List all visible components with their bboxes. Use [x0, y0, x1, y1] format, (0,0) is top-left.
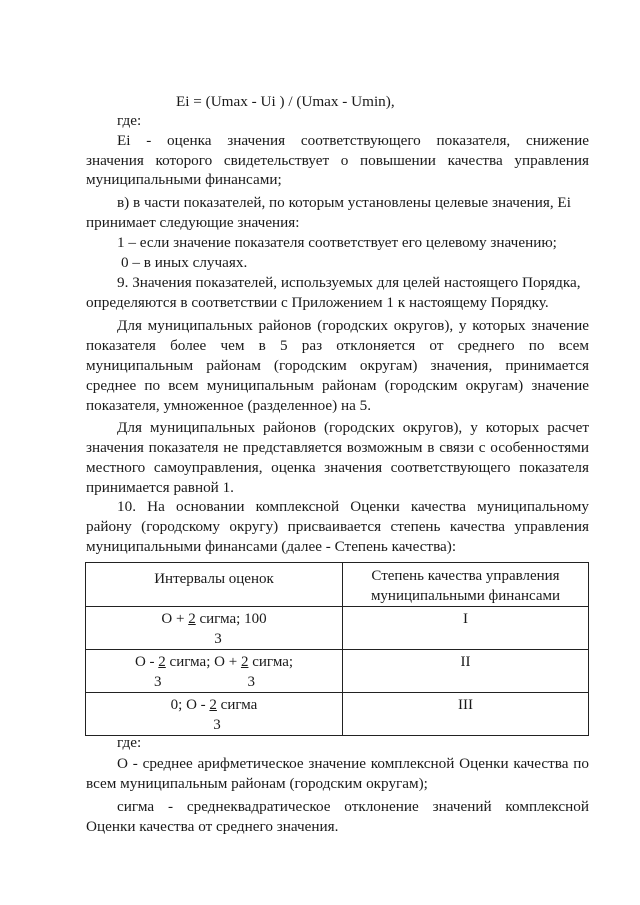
paragraph-10-line2: району (городскому округу) присваивается степень качества управления: [86, 518, 589, 535]
interval-cell: О - 2 сигма; О + 2 сигма; 3 3: [86, 650, 343, 693]
paragraph-districts-line4: среднее по всем муниципальным районам (городским округам) значение: [86, 377, 589, 394]
paragraph-calc-line1: Для муниципальных районов (городских округов), у которых расчет: [117, 419, 589, 436]
paragraph-districts-line1: Для муниципальных районов (городских округов), у которых значение: [117, 317, 589, 334]
paragraph-o-line2: всем муниципальным районам (городским округам);: [86, 775, 428, 792]
paragraph-10-line1: 10. На основании комплексной Оценки качества муниципальному: [117, 498, 589, 515]
paragraph-calc-line4: принимается равной 1.: [86, 479, 234, 496]
table-row: [86, 607, 589, 650]
grade-cell: III: [343, 693, 589, 736]
paragraph-ei-line2: значения которого свидетельствует о повышении качества управления: [86, 152, 589, 169]
grade-cell: II: [343, 650, 589, 693]
paragraph-ei-line3: муниципальными финансами;: [86, 171, 282, 188]
paragraph-o-line1: О - среднее арифметическое значение комплексной Оценки качества по: [117, 755, 589, 772]
formula: Ei = (Umax - Ui ) / (Umax - Umin),: [176, 93, 395, 110]
paragraph-9-line1: 9. Значения показателей, используемых для целей настоящего Порядка,: [117, 274, 581, 291]
header-intervals: Интервалы оценок: [86, 563, 343, 607]
interval-cell: О + 2 сигма; 100 3: [86, 607, 343, 650]
where-label-top: где:: [117, 112, 142, 129]
paragraph-9-line2: определяются в соответствии с Приложением 1 к настоящему Порядку.: [86, 294, 549, 311]
quality-grade-table: [85, 562, 589, 736]
paragraph-v-line1: в) в части показателей, по которым установлены целевые значения, Ei: [117, 194, 571, 211]
paragraph-ei-line1: Ei - оценка значения соответствующего показателя, снижение: [117, 132, 589, 149]
where-label-bottom: где:: [117, 734, 142, 751]
grade-cell: I: [343, 607, 589, 650]
paragraph-one: 1 – если значение показателя соответствует его целевому значению;: [117, 234, 557, 251]
header-grade: Степень качества управления муниципальными финансами: [343, 563, 589, 607]
interval-cell: 0; О - 2 сигма 3: [86, 693, 343, 736]
paragraph-calc-line2: значения показателя не представляется возможным в связи с особенностями: [86, 439, 589, 456]
paragraph-districts-line5: показателя, умноженное (разделенное) на 5.: [86, 397, 372, 414]
table-header-row: [86, 563, 589, 607]
paragraph-districts-line3: муниципальным районам (городским округам) значения, принимается: [86, 357, 589, 374]
paragraph-calc-line3: местного самоуправления, оценка значения соответствующего показателя: [86, 459, 589, 476]
table-row: [86, 650, 589, 693]
paragraph-zero: 0 – в иных случаях.: [121, 254, 248, 271]
paragraph-districts-line2: показателя более чем в 5 раз отклоняется от среднего по всем: [86, 337, 589, 354]
paragraph-v-line2: принимает следующие значения:: [86, 214, 300, 231]
paragraph-sigma-line1: сигма - среднеквадратическое отклонение значений комплексной: [117, 798, 589, 815]
table-row: [86, 693, 589, 736]
paragraph-10-line3: муниципальными финансами (далее - Степень качества):: [86, 538, 457, 555]
paragraph-sigma-line2: Оценки качества от среднего значения.: [86, 818, 339, 835]
